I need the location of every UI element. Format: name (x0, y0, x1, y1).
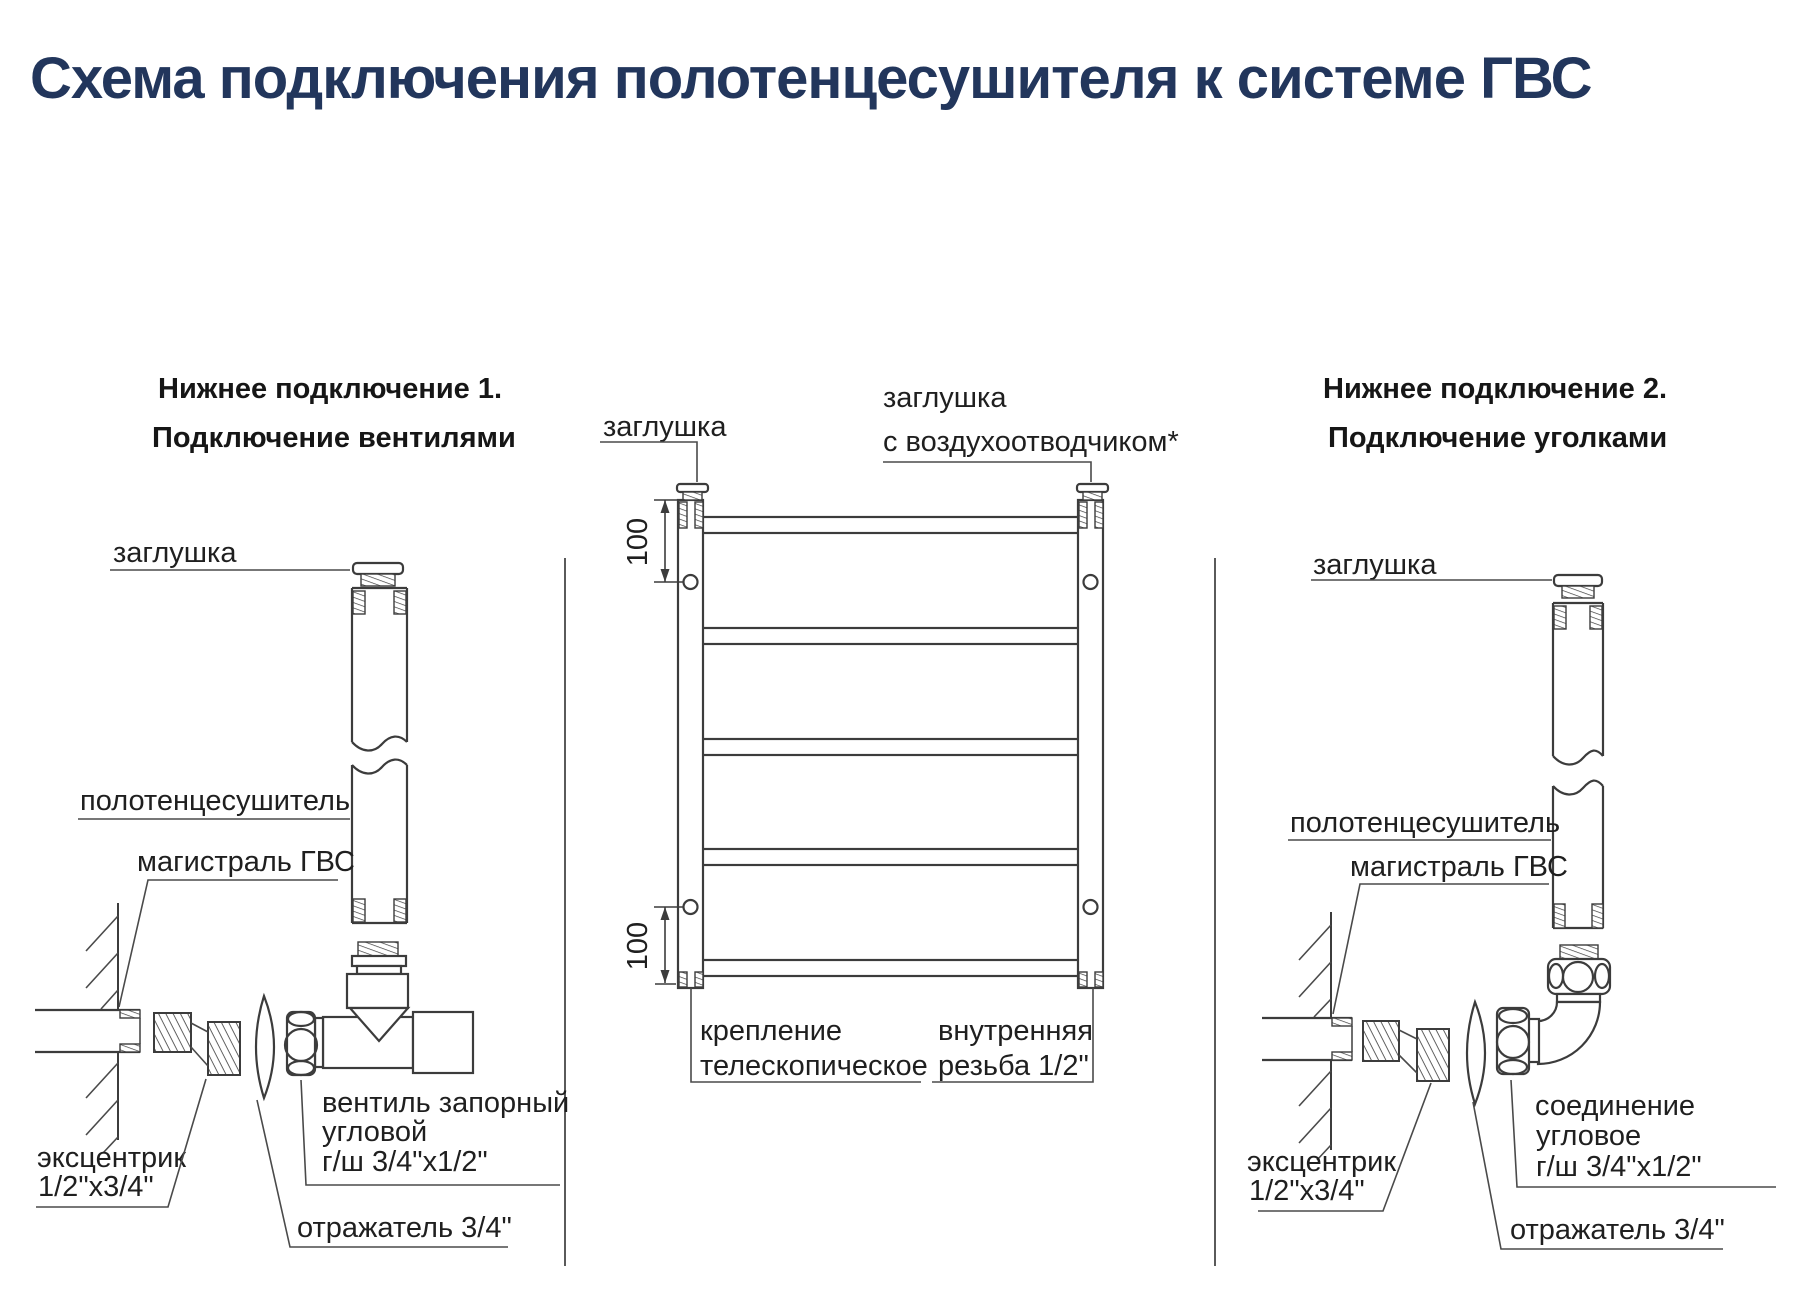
left-cap (353, 563, 403, 586)
center-mount-label-line2: телескопическое (700, 1050, 928, 1082)
right-elbow-label-line1: соединение (1535, 1090, 1696, 1122)
left-valve-label-line2: угловой (322, 1116, 428, 1148)
right-heading-line2: Подключение уголками (1328, 422, 1668, 454)
left-hws-main-label: магистраль ГВС (137, 846, 355, 878)
right-hws-main-label: магистраль ГВС (1350, 851, 1568, 883)
dim-bottom-value: 100 (622, 921, 654, 971)
right-elbow-label-line2: угловое (1536, 1120, 1642, 1152)
right-heading-line1: Нижнее подключение 2. (1323, 373, 1668, 405)
left-valve-label-line3: г/ш 3/4"x1/2" (322, 1146, 488, 1178)
left-valve-label-line1: вентиль запорный (322, 1087, 570, 1119)
right-cap-label: заглушка (1313, 549, 1437, 581)
center-air-cap-label-line1: заглушка (883, 382, 1007, 414)
center-air-cap-label-line2: с воздухоотводчиком* (883, 426, 1179, 458)
center-thread-label-line1: внутренняя (938, 1015, 1093, 1047)
center-mount-label-line1: крепление (700, 1015, 843, 1047)
left-eccentric-label-line1: эксцентрик (37, 1142, 187, 1174)
right-eccentric-label-line1: эксцентрик (1247, 1146, 1397, 1178)
right-eccentric-label-line2: 1/2"x3/4" (1249, 1175, 1365, 1207)
left-reflector-label: отражатель 3/4" (297, 1212, 512, 1244)
center-thread-label-line2: резьба 1/2" (938, 1050, 1089, 1082)
center-cap-label: заглушка (603, 411, 727, 443)
dim-top-value: 100 (622, 517, 654, 567)
right-towel-rail-label: полотенцесушитель (1290, 807, 1561, 839)
left-heading-line2: Подключение вентилями (152, 422, 516, 454)
left-heading-line1: Нижнее подключение 1. (158, 373, 503, 405)
page-title: Схема подключения полотенцесушителя к системе ГВС (30, 46, 1592, 111)
left-towel-rail-label: полотенцесушитель (80, 785, 351, 817)
left-eccentric-label-line2: 1/2"x3/4" (38, 1171, 154, 1203)
right-elbow-label-line3: г/ш 3/4"x1/2" (1536, 1151, 1702, 1183)
right-reflector-label: отражатель 3/4" (1510, 1214, 1725, 1246)
left-cap-label: заглушка (113, 537, 237, 569)
